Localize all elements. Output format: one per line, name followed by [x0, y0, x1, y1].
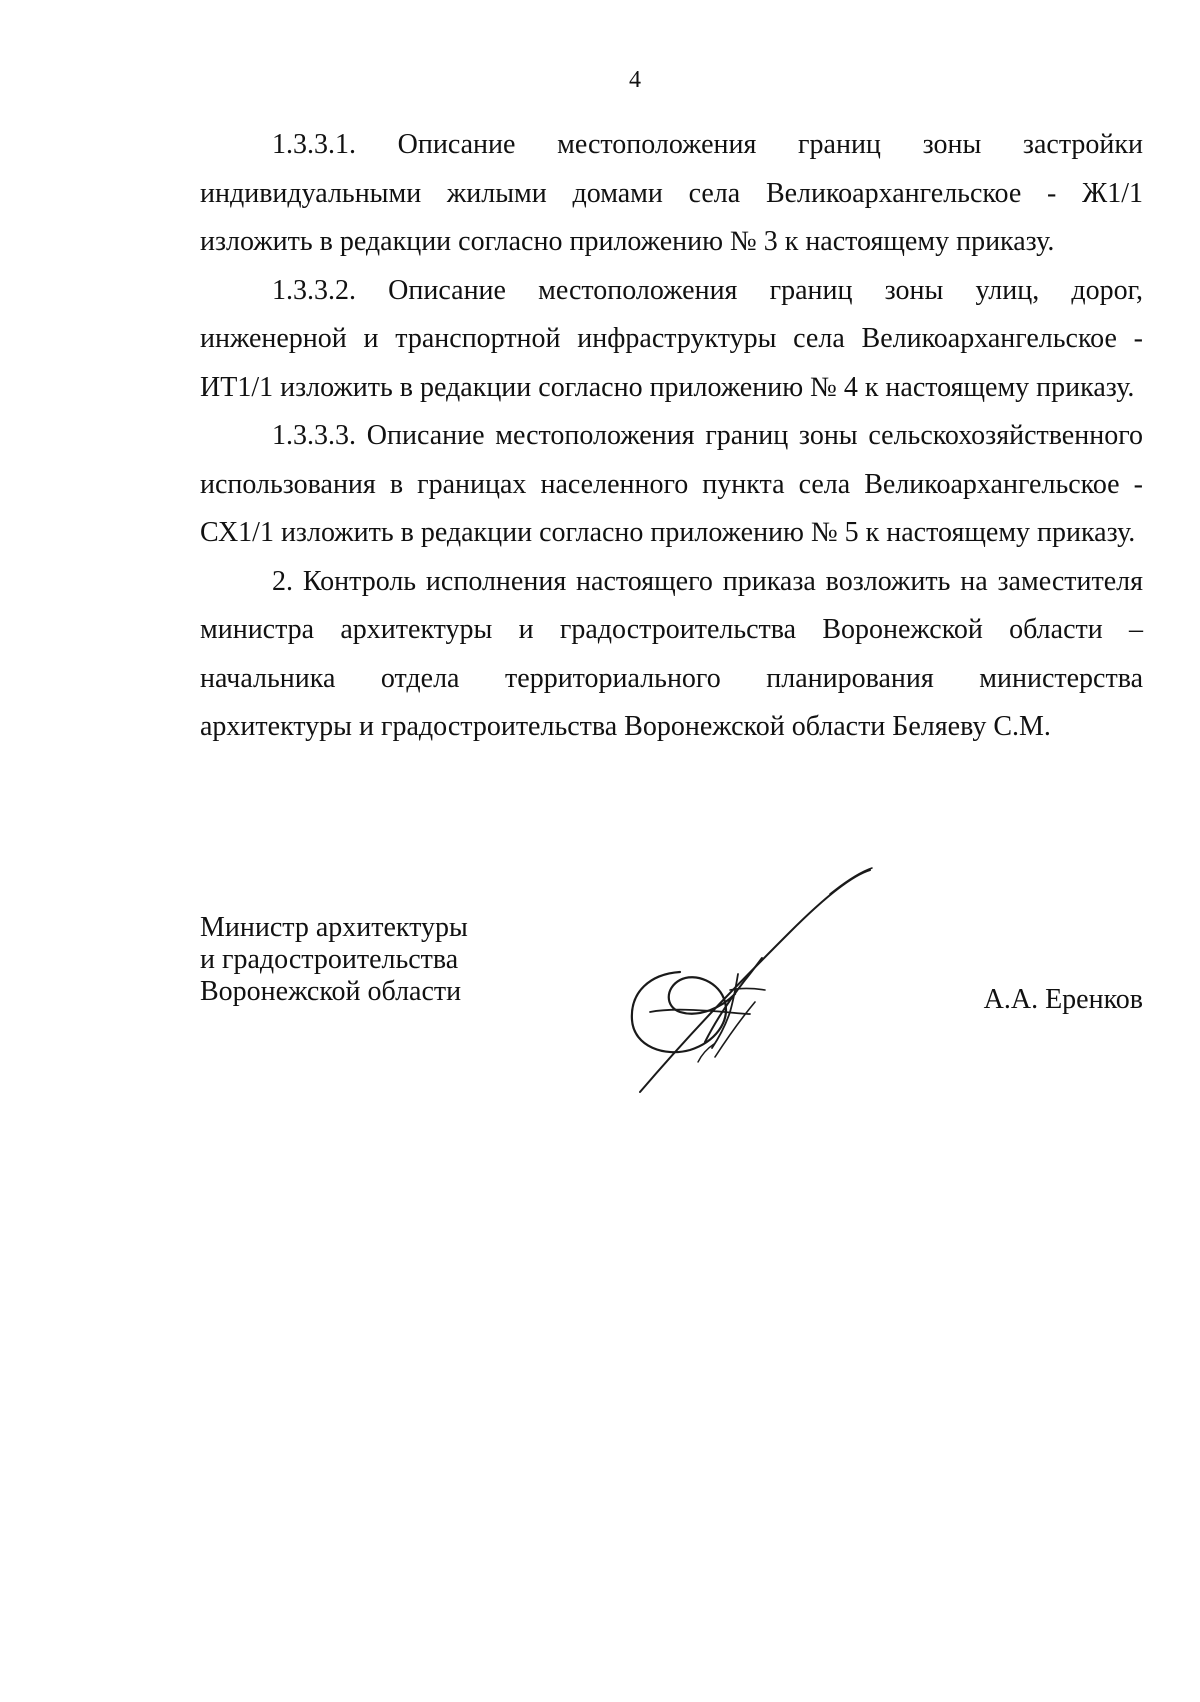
- signer-name: А.А. Еренков: [983, 984, 1143, 1015]
- paragraph-2: 2. Контроль исполнения настоящего приказа возложить на заместителя министра архитектуры и градостроительства Воронежской области – начальника отдела территориального планирования министерства архитектуры и градостроительства Воронежской области Беляеву С.М.: [200, 565, 1143, 742]
- handwritten-signature: [610, 862, 950, 1102]
- signer-title-line: и градостроительства: [200, 944, 459, 975]
- paragraph-1-3-3-3: 1.3.3.3. Описание местоположения границ зоны сельскохозяйственного использования в границах населенного пункта села Великоархангельское - СХ1/1 изложить в редакции согласно приложению № 5 к настоящему приказу.: [200, 420, 1143, 548]
- page-number: 4: [629, 67, 641, 93]
- paragraph-1-3-3-2: 1.3.3.2. Описание местоположения границ зоны улиц, дорог, инженерной и транспортной инфраструктуры села Великоархангельское - ИТ1/1 изложить в редакции согласно приложению № 4 к настоящему приказу.: [200, 274, 1143, 403]
- signer-title: [200, 912, 468, 1008]
- paragraph-1-3-3-1: 1.3.3.1. Описание местоположения границ зоны застройки индивидуальными жилыми домами села Великоархангельское - Ж1/1 изложить в редакции согласно приложению № 3 к настоящему приказу.: [200, 129, 1143, 257]
- signer-title-line: Министр архитектуры: [200, 912, 468, 943]
- document-body: [200, 121, 1143, 752]
- signer-title-line: Воронежской области: [200, 976, 462, 1007]
